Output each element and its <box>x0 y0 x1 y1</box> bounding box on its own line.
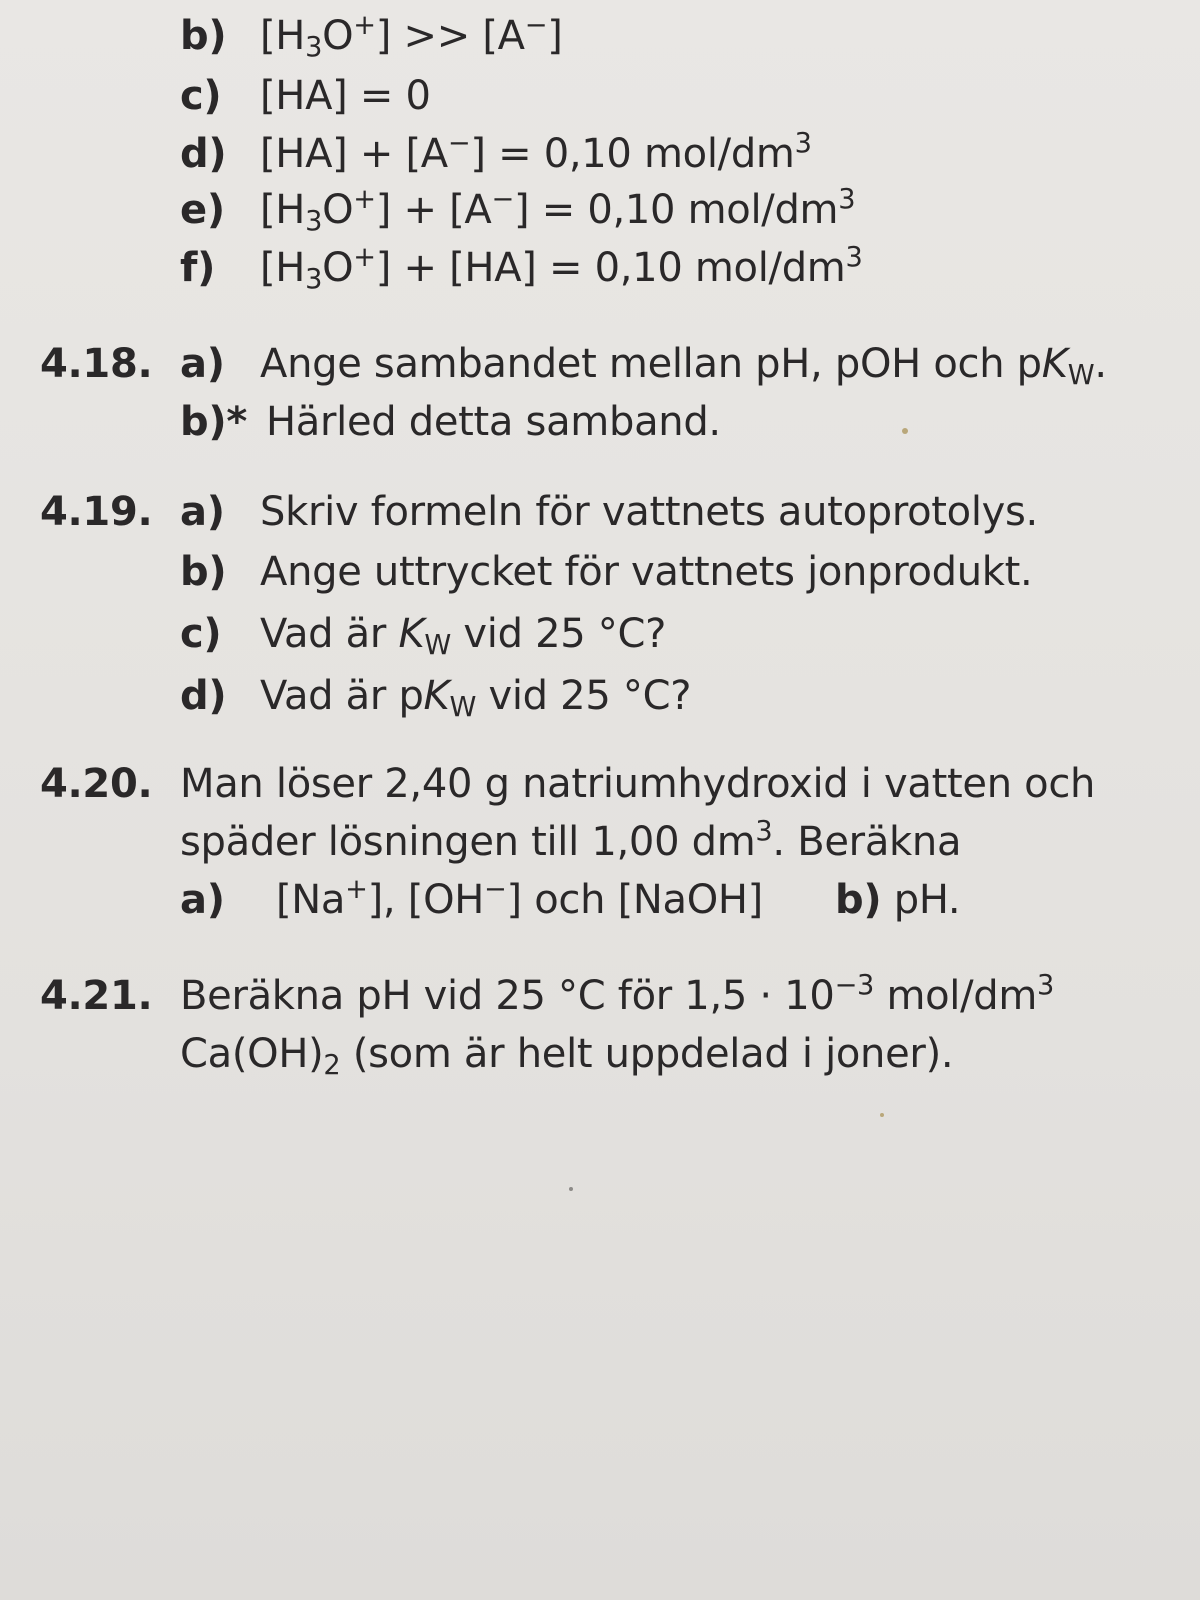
q421-line2: $Ca(OH)_2$ (som är helt uppdelad i joner). <box>180 1031 954 1081</box>
question-number-4-19: 4.19. <box>40 489 153 535</box>
item-f: f) $[H_3O^+] + [HA] = 0,10$ mol/$dm^3$ <box>180 242 863 295</box>
paper-speck <box>880 1113 884 1117</box>
q420-parts: a) [Na+], [OH−] och [NaOH] b) pH. <box>180 874 961 923</box>
paper-speck <box>569 1187 573 1191</box>
item-e: e) $[H_3O^+] + [A^-] = 0,10$ mol/$dm^3$ <box>180 184 856 237</box>
q421-line1: Beräkna pH vid 25 °C för $1,5 \cdot 10^{-3}$ mol/$dm^3$ <box>180 970 1055 1019</box>
question-number-4-21: 4.21. <box>40 973 153 1019</box>
q419-d: d) Vad är $pK_W$ vid 25 °C? <box>180 673 692 723</box>
q419-c: c) Vad är $K_W$ vid 25 °C? <box>180 611 667 661</box>
item-d: d) [HA] + [A−] = 0,10 mol/$dm^3$ <box>180 128 812 177</box>
q419-b: b) Ange uttrycket för vattnets jonprodukt. <box>180 549 1033 595</box>
question-number-4-18: 4.18. <box>40 341 153 387</box>
q418-b: b)* Härled detta samband. <box>180 399 721 445</box>
q420-line1: Man löser 2,40 g natriumhydroxid i vatten och <box>180 761 1096 807</box>
item-b: b) $[H_3O^+] >> [A^-]$ <box>180 10 563 63</box>
q418-a: a) Ange sambandet mellan pH, pOH och $pK_W$. <box>180 341 1107 391</box>
q420-line2: späder lösningen till 1,00 $dm^3$. Beräkna <box>180 816 962 865</box>
paper-speck <box>902 428 908 434</box>
item-c: c) [HA] = 0 <box>180 73 431 119</box>
q419-a: a) Skriv formeln för vattnets autoprotolys. <box>180 489 1038 535</box>
question-number-4-20: 4.20. <box>40 761 153 807</box>
